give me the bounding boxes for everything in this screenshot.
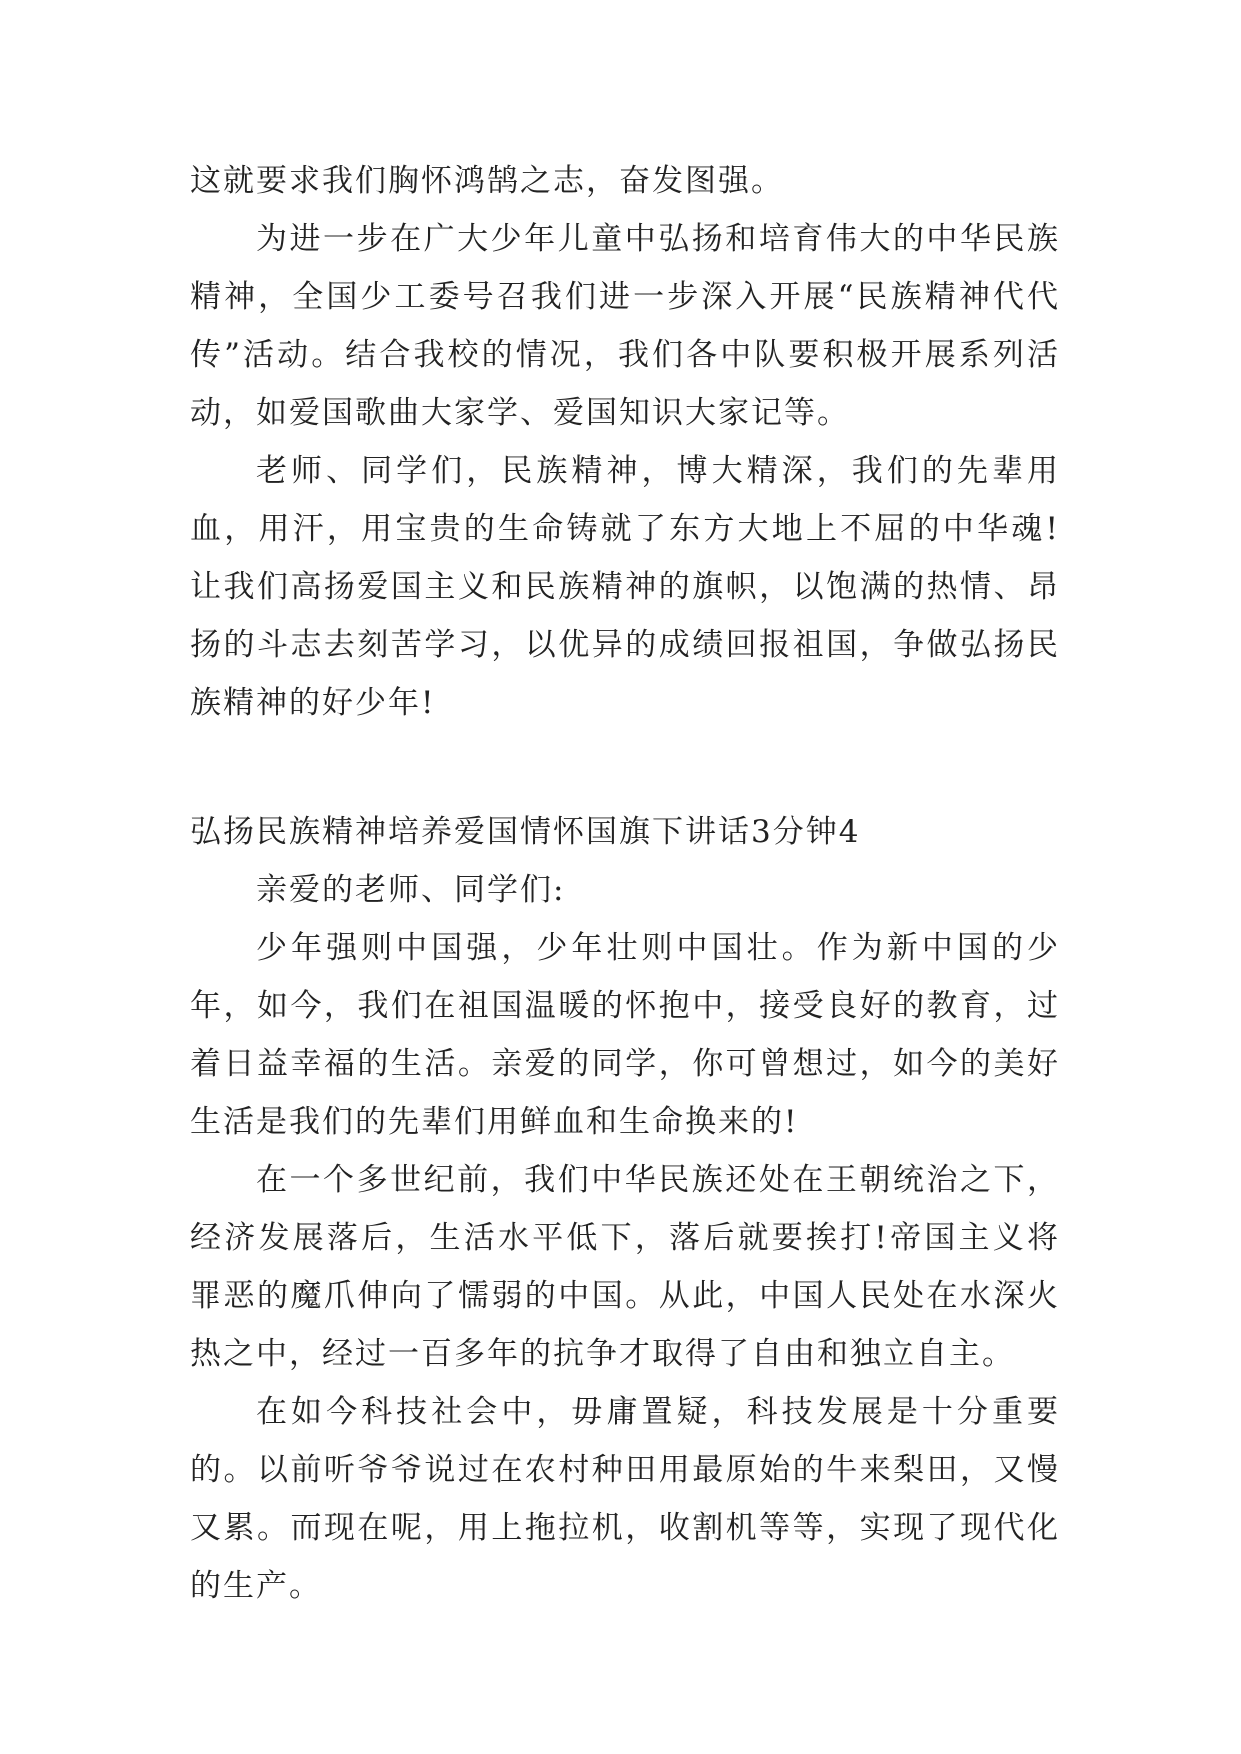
section-1-body	[190, 152, 1060, 732]
section-2-body	[190, 861, 1060, 1615]
paragraph: 在一个多世纪前，我们中华民族还处在王朝统治之下，经济发展落后，生活水平低下，落后就要挨打!帝国主义将罪恶的魔爪伸向了懦弱的中国。从此，中国人民处在水深火热之中，经过一百多年的抗争才取得了自由和独立自主。	[190, 1162, 1060, 1372]
salutation: 亲爱的老师、同学们:	[256, 872, 566, 908]
section-title: 弘扬民族精神培养爱国情怀国旗下讲话3分钟4	[190, 814, 861, 850]
paragraph: 在如今科技社会中，毋庸置疑，科技发展是十分重要的。以前听爷爷说过在农村种田用最原始的牛来梨田，又慢又累。而现在呢，用上拖拉机，收割机等等，实现了现代化的生产。	[190, 1394, 1060, 1604]
paragraph: 老师、同学们，民族精神，博大精深，我们的先辈用血，用汗，用宝贵的生命铸就了东方大地上不屈的中华魂!让我们高扬爱国主义和民族精神的旗帜，以饱满的热情、昂扬的斗志去刻苦学习，以优异的成绩回报祖国，争做弘扬民族精神的好少年!	[190, 453, 1060, 721]
paragraph: 为进一步在广大少年儿童中弘扬和培育伟大的中华民族精神，全国少工委号召我们进一步深入开展“民族精神代代传”活动。结合我校的情况，我们各中队要积极开展系列活动，如爱国歌曲大家学、爱国知识大家记等。	[190, 221, 1060, 431]
paragraph: 少年强则中国强，少年壮则中国壮。作为新中国的少年，如今，我们在祖国温暖的怀抱中，接受良好的教育，过着日益幸福的生活。亲爱的同学，你可曾想过，如今的美好生活是我们的先辈们用鲜血和生命换来的!	[190, 930, 1060, 1140]
paragraph-continuation: 这就要求我们胸怀鸿鹄之志，奋发图强。	[190, 163, 784, 199]
